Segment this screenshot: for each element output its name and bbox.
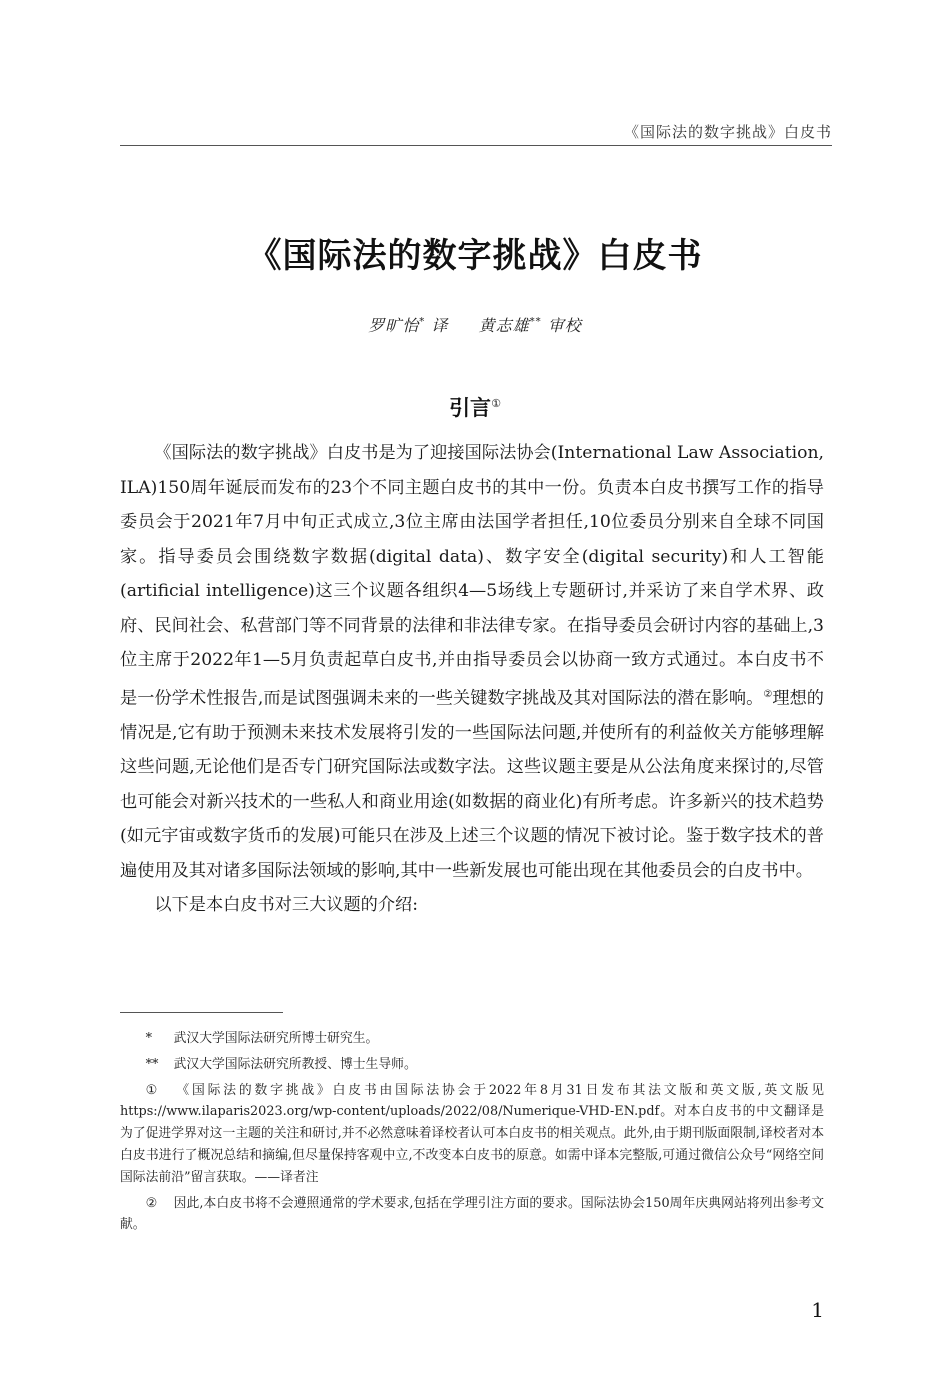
section-note-mark: ① [491, 397, 501, 410]
article-title: 《国际法的数字挑战》白皮书 [247, 236, 703, 276]
footnote-text: 武汉大学国际法研究所博士研究生。 [173, 1031, 379, 1046]
byline [0, 313, 950, 336]
footnote-mark: ① [145, 1082, 158, 1098]
page-number: 1 [811, 1298, 824, 1322]
footnote-rule [120, 1012, 283, 1013]
running-header: 《国际法的数字挑战》白皮书 [623, 123, 832, 141]
footnotes [120, 1028, 824, 1240]
paragraph: 以下是本白皮书对三大议题的介绍: [154, 895, 418, 916]
body-text [120, 436, 824, 923]
footnote [120, 1080, 824, 1189]
reviewer-note-mark: ** [529, 316, 542, 328]
translator-note-mark: * [419, 316, 426, 328]
footnote-mark: ** [145, 1056, 159, 1072]
footnote-mark: * [145, 1031, 152, 1046]
paragraph-text: 理想的情况是,它有助于预测未来技术发展将引发的一些国际法问题,并使所有的利益攸关方能够理解这些问题,无论他们是否专门研究国际法或数字法。这些议题主要是从公法角度来探讨的,尽管也可能会对新兴技术的一些私人和商业用途(如数据的商业化)有所考虑。许多新兴的技术趋势(如元宇宙或数字货币的发展)可能只在涉及上述三个议题的情况下被讨论。鉴于数字技术的普遍使用及其对诸多国际法领域的影响,其中一些新发展也可能出现在其他委员会的白皮书中。 [120, 688, 824, 881]
header-rule [120, 145, 832, 146]
paragraph [120, 436, 824, 888]
translator-role: 译 [431, 316, 449, 335]
footnote [120, 1193, 824, 1237]
reviewer-name: 黄志雄 [478, 316, 530, 335]
footnote [120, 1054, 824, 1076]
reviewer-role: 审校 [547, 316, 582, 335]
footnote-text: 因此,本白皮书将不会遵照通常的学术要求,包括在学理引注方面的要求。国际法协会150周年庆典网站将列出参考文献。 [120, 1195, 824, 1233]
footnote-mark: ② [145, 1195, 158, 1211]
section-heading-text: 引言 [449, 396, 492, 420]
translator-name: 罗旷怡 [368, 316, 420, 335]
footnote-ref: ② [763, 688, 773, 700]
footnote-text: 武汉大学国际法研究所教授、博士生导师。 [173, 1056, 417, 1072]
footnote-text: 《国际法的数字挑战》白皮书由国际法协会于2022年8月31日发布其法文版和英文版,英文版见https://www.ilaparis2023.org/wp-content/uploads/2022/08/Numerique-VHD-EN.pdf。对本白皮书的中文翻译是为了促进学界对这一主题的关注和研讨,并不必然意味着译校者认可本白皮书的相关观点。此外,由于期刊版面限制,译校者对本白皮书进行了概况总结和摘编,但尽量保持客观中立,不改变本白皮书的原意。如需中译本完整版,可通过微信公众号“网络空间国际法前沿”留言获取。——译者注 [120, 1082, 824, 1185]
section-heading [0, 392, 950, 422]
paragraph-text: 《国际法的数字挑战》白皮书是为了迎接国际法协会(International Law Association, ILA)150周年诞辰而发布的23个不同主题白皮书的其中一份。负责本白皮书撰写工作的指导委员会于2021年7月中旬正式成立,3位主席由法国学者担任,10位委员分别来自全球不同国家。指导委员会围绕数字数据(digital data)、数字安全(digital security)和人工智能(artificial intelligence)这三个议题各组织4—5场线上专题研讨,并采访了来自学术界、政府、民间社会、私营部门等不同背景的法律和非法律专家。在指导委员会研讨内容的基础上,3位主席于2022年1—5月负责起草白皮书,并由指导委员会以协商一致方式通过。本白皮书不是一份学术性报告,而是试图强调未来的一些关键数字挑战及其对国际法的潜在影响。 [120, 443, 824, 709]
footnote [120, 1028, 824, 1050]
